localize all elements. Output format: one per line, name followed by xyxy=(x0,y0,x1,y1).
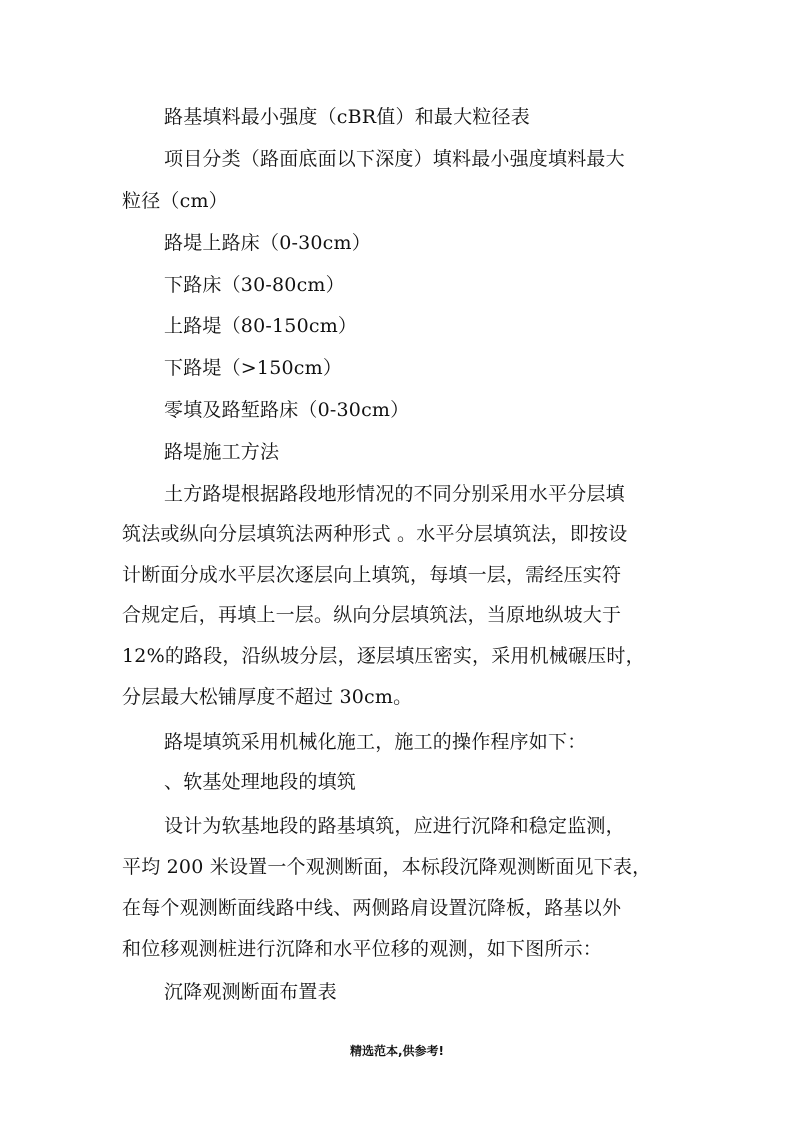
table-title: 沉降观测断面布置表 xyxy=(164,981,337,1003)
paragraph-line: 分层最大松铺厚度不超过 30cm。 xyxy=(122,686,413,708)
section-heading: 路堤施工方法 xyxy=(164,441,280,463)
paragraph-line: 设计为软基地段的路基填筑，应进行沉降和稳定监测， xyxy=(164,815,625,837)
paragraph-line: 粒径（cm） xyxy=(122,190,228,212)
paragraph-line: 筑法或纵向分层填筑法两种形式 。水平分层填筑法，即按设 xyxy=(122,523,628,545)
paragraph-line: 12%的路段，沿纵坡分层，逐层填压密实，采用机械碾压时， xyxy=(122,645,645,667)
section-heading: 、软基处理地段的填筑 xyxy=(164,771,357,793)
paragraph-line: 下路堤（>150cm） xyxy=(164,357,343,379)
paragraph-line: 项目分类（路面底面以下深度）填料最小强度填料最大 xyxy=(164,148,625,170)
paragraph-line: 合规定后，再填上一层。纵向分层填筑法，当原地纵坡大于 xyxy=(122,604,622,626)
paragraph-line: 土方路堤根据路段地形情况的不同分别采用水平分层填 xyxy=(164,483,625,505)
paragraph-line: 零填及路堑路床（0-30cm） xyxy=(164,399,410,421)
paragraph-line: 在每个观测断面线路中线、两侧路肩设置沉降板，路基以外 xyxy=(122,897,622,919)
page-footer: 精选范本,供参考! xyxy=(349,1044,445,1058)
paragraph-line: 上路堤（80-150cm） xyxy=(164,315,358,337)
paragraph-line: 路堤上路床（0-30cm） xyxy=(164,232,371,254)
paragraph-line: 平均 200 米设置一个观测断面，本标段沉降观测断面见下表， xyxy=(122,856,652,878)
paragraph-line: 下路床（30-80cm） xyxy=(164,274,345,296)
paragraph-line: 和位移观测桩进行沉降和水平位移的观测，如下图所示： xyxy=(122,938,603,960)
paragraph-line: 计断面分成水平层次逐层向上填筑，每填一层，需经压实符 xyxy=(122,564,622,586)
table-title: 路基填料最小强度（cBR值）和最大粒径表 xyxy=(164,106,530,128)
paragraph-line: 路堤填筑采用机械化施工，施工的操作程序如下： xyxy=(164,731,587,753)
